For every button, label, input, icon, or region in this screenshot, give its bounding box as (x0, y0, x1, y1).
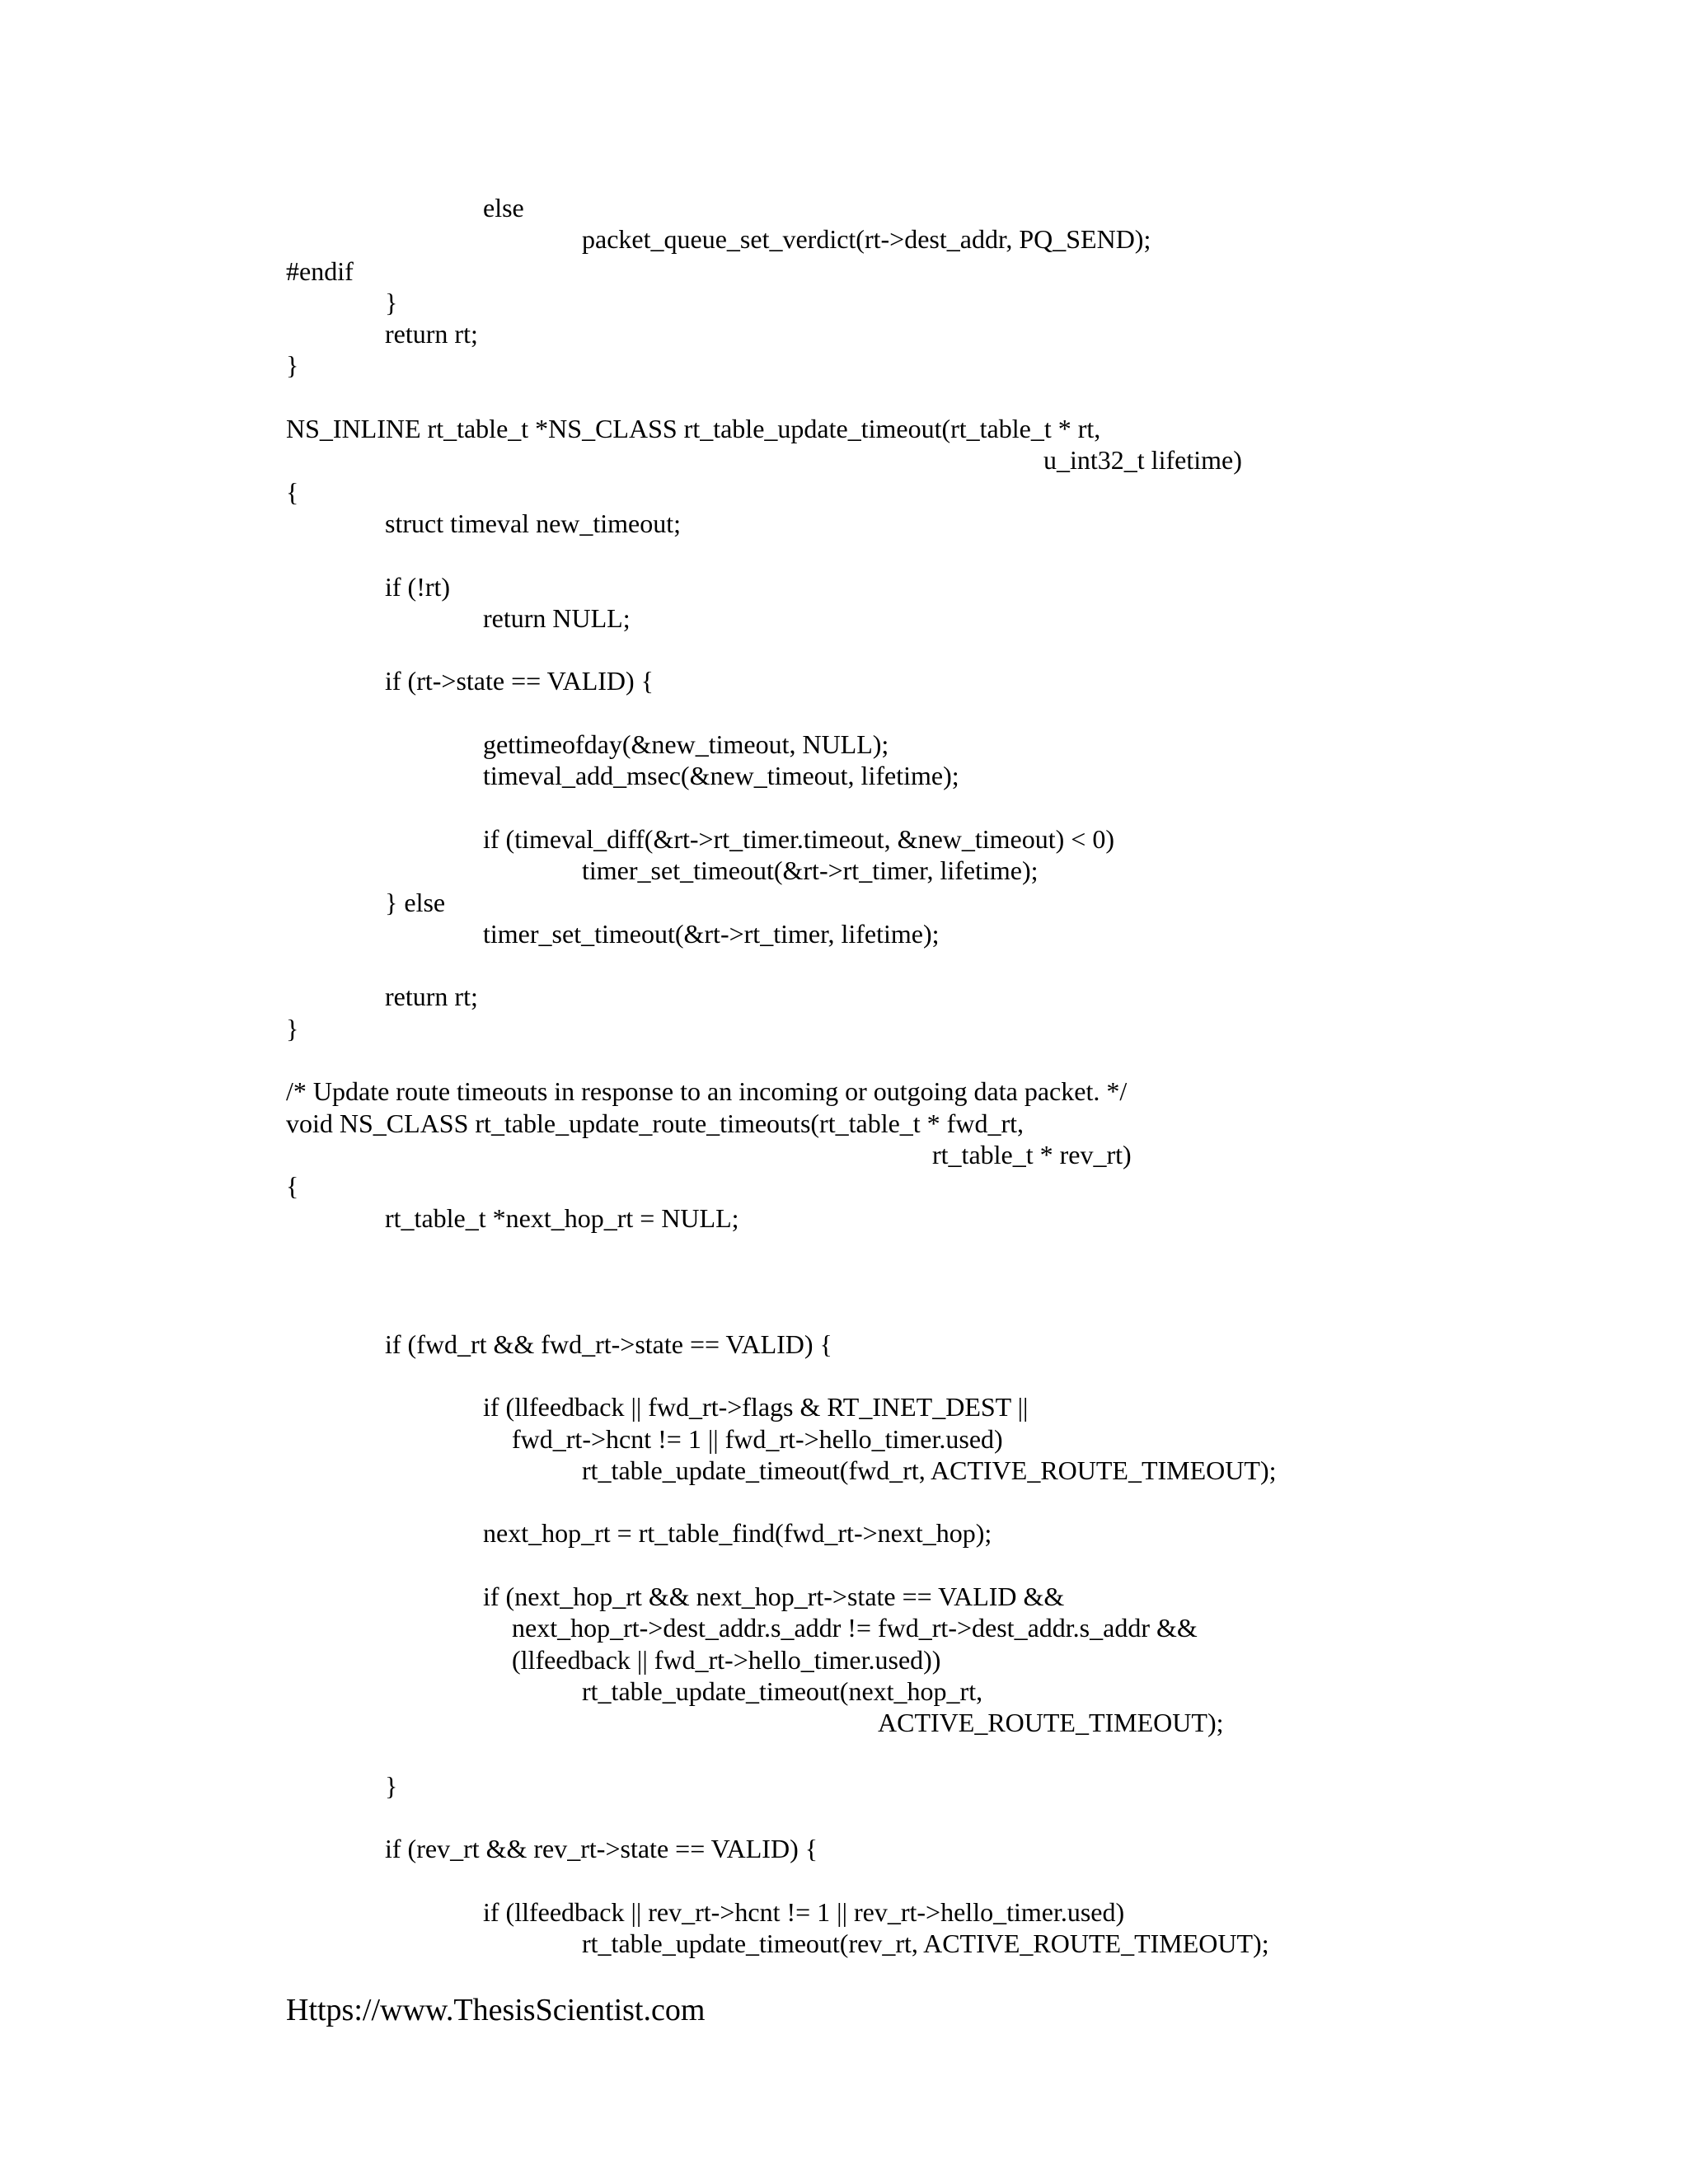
code-line: gettimeofday(&new_timeout, NULL); (483, 729, 889, 760)
code-line-blank (286, 792, 1638, 823)
code-line-blank (286, 382, 1638, 413)
code-comment: /* Update route timeouts in response to an incoming or outgoing data packet. */ (286, 1076, 1128, 1107)
code-line: return NULL; (483, 602, 631, 633)
code-line: if (timeval_diff(&rt->rt_timer.timeout, &new_timeout) < 0) (483, 823, 1114, 854)
code-line: struct timeval new_timeout; (385, 508, 682, 538)
code-line: fwd_rt->hcnt != 1 || fwd_rt->hello_timer.used) (512, 1423, 1003, 1454)
code-line: if (next_hop_rt && next_hop_rt->state == VALID && (483, 1582, 1065, 1612)
code-line: return rt; (385, 319, 478, 349)
code-line-blank (286, 634, 1638, 665)
code-line: if (llfeedback || fwd_rt->flags & RT_INET_DEST || (483, 1392, 1029, 1422)
code-line: NS_INLINE rt_table_t *NS_CLASS rt_table_update_timeout(rt_table_t * rt, (286, 414, 1101, 444)
code-line: { (286, 476, 299, 507)
code-line: timeval_add_msec(&new_timeout, lifetime); (483, 761, 959, 791)
code-line: else (483, 193, 524, 223)
code-line: } (286, 350, 299, 381)
code-line-blank (286, 1265, 1638, 1296)
code-line-blank (286, 1865, 1638, 1896)
code-line: return rt; (385, 982, 478, 1012)
code-line: } (385, 1770, 398, 1801)
code-line: timer_set_timeout(&rt->rt_timer, lifetime); (582, 855, 1039, 886)
code-line-blank (286, 1802, 1638, 1833)
code-line: void NS_CLASS rt_table_update_route_timeouts(rt_table_t * fwd_rt, (286, 1108, 1024, 1138)
code-line: if (rev_rt && rev_rt->state == VALID) { (385, 1834, 818, 1864)
code-line: if (!rt) (385, 571, 451, 602)
code-line-blank (286, 1739, 1638, 1770)
code-line: rt_table_update_timeout(rev_rt, ACTIVE_ROUTE_TIMEOUT); (582, 1929, 1269, 1959)
code-line-blank (286, 1044, 1638, 1076)
code-line-blank (286, 949, 1638, 981)
code-listing (286, 192, 1638, 1960)
code-line: rt_table_update_timeout(fwd_rt, ACTIVE_ROUTE_TIMEOUT); (582, 1455, 1277, 1485)
code-line-blank (286, 1296, 1638, 1328)
code-line: { (286, 1171, 299, 1202)
code-line: rt_table_update_timeout(next_hop_rt, (582, 1675, 983, 1706)
code-line: if (fwd_rt && fwd_rt->state == VALID) { (385, 1329, 832, 1359)
code-line: next_hop_rt->dest_addr.s_addr != fwd_rt->dest_addr.s_addr && (512, 1613, 1198, 1643)
footer-url: Https://www.ThesisScientist.com (286, 1993, 706, 2027)
code-line: } else (385, 887, 446, 917)
code-line: if (rt->state == VALID) { (385, 666, 654, 696)
code-line: timer_set_timeout(&rt->rt_timer, lifetime); (483, 918, 940, 949)
code-line-blank (286, 1549, 1638, 1581)
code-line-blank (286, 1486, 1638, 1517)
code-line: u_int32_t lifetime) (1043, 445, 1242, 476)
code-line-blank (286, 1360, 1638, 1391)
code-line-blank (286, 697, 1638, 729)
code-line: next_hop_rt = rt_table_find(fwd_rt->next_hop); (483, 1518, 992, 1549)
code-line: } (286, 1013, 299, 1043)
code-line-blank (286, 539, 1638, 570)
code-line: #endif (286, 255, 354, 286)
code-line: rt_table_t *next_hop_rt = NULL; (385, 1202, 739, 1233)
code-line: if (llfeedback || rev_rt->hcnt != 1 || rev_rt->hello_timer.used) (483, 1897, 1125, 1928)
code-line: } (385, 287, 398, 317)
code-line: ACTIVE_ROUTE_TIMEOUT); (878, 1708, 1224, 1738)
code-line: packet_queue_set_verdict(rt->dest_addr, PQ_SEND); (582, 224, 1151, 255)
code-line-blank (286, 1234, 1638, 1265)
code-line: (llfeedback || fwd_rt->hello_timer.used)) (512, 1644, 941, 1675)
code-line: rt_table_t * rev_rt) (932, 1139, 1132, 1169)
